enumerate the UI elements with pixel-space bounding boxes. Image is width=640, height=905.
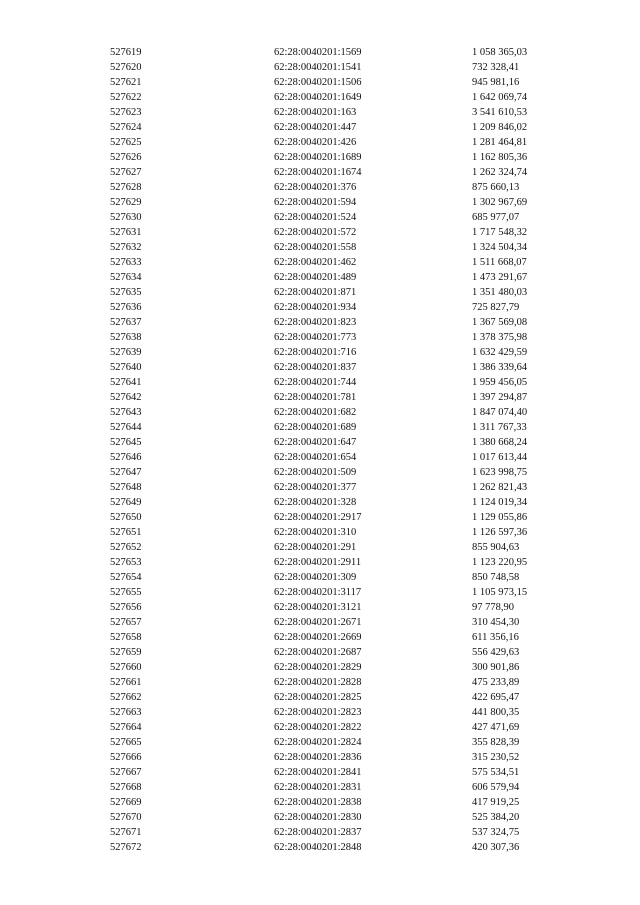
row-number: 527671 (110, 827, 142, 838)
cadastral-value: 1 124 019,34 (472, 497, 528, 508)
cadastral-number: 62:28:0040201:2823 (274, 707, 362, 718)
cadastral-value: 1 367 569,08 (472, 317, 528, 328)
row-number: 527652 (110, 542, 142, 553)
cadastral-number: 62:28:0040201:2917 (274, 512, 362, 523)
row-number: 527658 (110, 632, 142, 643)
cadastral-value: 300 901,86 (472, 662, 520, 673)
cadastral-number: 62:28:0040201:647 (274, 437, 357, 448)
cadastral-number: 62:28:0040201:2828 (274, 677, 362, 688)
row-number: 527619 (110, 47, 142, 58)
row-number: 527659 (110, 647, 142, 658)
row-number: 527669 (110, 797, 142, 808)
cadastral-number: 62:28:0040201:524 (274, 212, 357, 223)
cadastral-value: 606 579,94 (472, 782, 520, 793)
cadastral-number: 62:28:0040201:744 (274, 377, 357, 388)
row-number: 527637 (110, 317, 142, 328)
cadastral-number: 62:28:0040201:2830 (274, 812, 362, 823)
cadastral-value: 475 233,89 (472, 677, 520, 688)
cadastral-value: 850 748,58 (472, 572, 520, 583)
cadastral-number: 62:28:0040201:2687 (274, 647, 362, 658)
row-number: 527636 (110, 302, 142, 313)
row-number: 527628 (110, 182, 142, 193)
row-number: 527626 (110, 152, 142, 163)
cadastral-number: 62:28:0040201:558 (274, 242, 357, 253)
cadastral-value: 315 230,52 (472, 752, 520, 763)
cadastral-value: 1 262 324,74 (472, 167, 528, 178)
row-number: 527645 (110, 437, 142, 448)
row-number: 527665 (110, 737, 142, 748)
cadastral-value: 1 129 055,86 (472, 512, 528, 523)
row-number: 527672 (110, 842, 142, 853)
cadastral-value: 611 356,16 (472, 632, 519, 643)
row-number: 527646 (110, 452, 142, 463)
row-number: 527653 (110, 557, 142, 568)
cadastral-value: 537 324,75 (472, 827, 520, 838)
cadastral-value: 525 384,20 (472, 812, 520, 823)
row-number: 527624 (110, 122, 142, 133)
row-number: 527622 (110, 92, 142, 103)
cadastral-number: 62:28:0040201:2838 (274, 797, 362, 808)
cadastral-value: 1 281 464,81 (472, 137, 528, 148)
row-number: 527667 (110, 767, 142, 778)
cadastral-number: 62:28:0040201:310 (274, 527, 357, 538)
cadastral-value: 1 105 973,15 (472, 587, 528, 598)
cadastral-value: 3 541 610,53 (472, 107, 528, 118)
cadastral-value: 1 209 846,02 (472, 122, 528, 133)
row-number: 527620 (110, 62, 142, 73)
row-number: 527630 (110, 212, 142, 223)
row-number: 527641 (110, 377, 142, 388)
row-number: 527656 (110, 602, 142, 613)
row-number: 527649 (110, 497, 142, 508)
cadastral-value: 1 623 998,75 (472, 467, 528, 478)
cadastral-value: 1 642 069,74 (472, 92, 528, 103)
cadastral-number: 62:28:0040201:2831 (274, 782, 362, 793)
cadastral-number: 62:28:0040201:3121 (274, 602, 362, 613)
cadastral-value: 1 262 821,43 (472, 482, 528, 493)
cadastral-value: 1 511 668,07 (472, 257, 527, 268)
cadastral-value: 725 827,79 (472, 302, 520, 313)
cadastral-number: 62:28:0040201:682 (274, 407, 357, 418)
cadastral-value: 1 378 375,98 (472, 332, 528, 343)
cadastral-number: 62:28:0040201:2848 (274, 842, 362, 853)
cadastral-number: 62:28:0040201:2837 (274, 827, 362, 838)
row-number: 527654 (110, 572, 142, 583)
cadastral-number: 62:28:0040201:2829 (274, 662, 362, 673)
row-number: 527632 (110, 242, 142, 253)
cadastral-number: 62:28:0040201:572 (274, 227, 357, 238)
cadastral-number: 62:28:0040201:462 (274, 257, 357, 268)
cadastral-value: 1 324 504,34 (472, 242, 528, 253)
cadastral-value: 1 302 967,69 (472, 197, 528, 208)
row-number: 527643 (110, 407, 142, 418)
cadastral-number: 62:28:0040201:654 (274, 452, 357, 463)
cadastral-number: 62:28:0040201:2824 (274, 737, 362, 748)
cadastral-number: 62:28:0040201:3117 (274, 587, 362, 598)
cadastral-value: 1 311 767,33 (472, 422, 527, 433)
row-number: 527634 (110, 272, 142, 283)
cadastral-value: 1 386 339,64 (472, 362, 528, 373)
cadastral-number: 62:28:0040201:1569 (274, 47, 362, 58)
cadastral-number: 62:28:0040201:426 (274, 137, 357, 148)
cadastral-number: 62:28:0040201:377 (274, 482, 357, 493)
cadastral-value: 310 454,30 (472, 617, 520, 628)
cadastral-number: 62:28:0040201:1674 (274, 167, 362, 178)
cadastral-value: 1 017 613,44 (472, 452, 528, 463)
cadastral-number: 62:28:0040201:1689 (274, 152, 362, 163)
cadastral-number: 62:28:0040201:163 (274, 107, 357, 118)
row-number: 527621 (110, 77, 142, 88)
row-number: 527625 (110, 137, 142, 148)
row-number: 527663 (110, 707, 142, 718)
cadastral-value: 1 847 074,40 (472, 407, 528, 418)
row-number: 527666 (110, 752, 142, 763)
cadastral-number: 62:28:0040201:2836 (274, 752, 362, 763)
cadastral-number: 62:28:0040201:1541 (274, 62, 362, 73)
cadastral-value: 1 351 480,03 (472, 287, 528, 298)
cadastral-value: 97 778,90 (472, 602, 514, 613)
cadastral-number: 62:28:0040201:781 (274, 392, 357, 403)
cadastral-value: 1 632 429,59 (472, 347, 528, 358)
cadastral-number: 62:28:0040201:934 (274, 302, 357, 313)
cadastral-number: 62:28:0040201:2911 (274, 557, 362, 568)
cadastral-value: 1 058 365,03 (472, 47, 528, 58)
cadastral-value: 1 473 291,67 (472, 272, 528, 283)
row-number: 527623 (110, 107, 142, 118)
row-number: 527640 (110, 362, 142, 373)
cadastral-number: 62:28:0040201:2841 (274, 767, 362, 778)
cadastral-value: 1 397 294,87 (472, 392, 528, 403)
cadastral-number: 62:28:0040201:2825 (274, 692, 362, 703)
cadastral-value: 945 981,16 (472, 77, 520, 88)
cadastral-number: 62:28:0040201:689 (274, 422, 357, 433)
cadastral-number: 62:28:0040201:309 (274, 572, 357, 583)
row-number: 527650 (110, 512, 142, 523)
row-number: 527648 (110, 482, 142, 493)
row-number: 527670 (110, 812, 142, 823)
row-number: 527647 (110, 467, 142, 478)
row-number: 527629 (110, 197, 142, 208)
cadastral-value: 1 123 220,95 (472, 557, 528, 568)
row-number: 527668 (110, 782, 142, 793)
row-number: 527651 (110, 527, 142, 538)
row-number: 527642 (110, 392, 142, 403)
row-number: 527660 (110, 662, 142, 673)
row-number: 527662 (110, 692, 142, 703)
cadastral-number: 62:28:0040201:2669 (274, 632, 362, 643)
cadastral-number: 62:28:0040201:328 (274, 497, 357, 508)
cadastral-value: 1 162 805,36 (472, 152, 528, 163)
cadastral-number: 62:28:0040201:489 (274, 272, 357, 283)
cadastral-number: 62:28:0040201:1649 (274, 92, 362, 103)
cadastral-value: 685 977,07 (472, 212, 520, 223)
cadastral-number: 62:28:0040201:716 (274, 347, 357, 358)
row-number: 527635 (110, 287, 142, 298)
cadastral-value: 1 959 456,05 (472, 377, 528, 388)
cadastral-value: 1 380 668,24 (472, 437, 528, 448)
cadastral-number: 62:28:0040201:376 (274, 182, 357, 193)
cadastral-number: 62:28:0040201:2822 (274, 722, 362, 733)
cadastral-number: 62:28:0040201:594 (274, 197, 357, 208)
row-number: 527644 (110, 422, 142, 433)
cadastral-value: 575 534,51 (472, 767, 520, 778)
row-number: 527631 (110, 227, 142, 238)
cadastral-value: 355 828,39 (472, 737, 520, 748)
cadastral-number: 62:28:0040201:447 (274, 122, 357, 133)
cadastral-value: 427 471,69 (472, 722, 520, 733)
cadastral-number: 62:28:0040201:773 (274, 332, 357, 343)
row-number: 527633 (110, 257, 142, 268)
cadastral-number: 62:28:0040201:823 (274, 317, 357, 328)
cadastral-value: 441 800,35 (472, 707, 520, 718)
cadastral-value: 875 660,13 (472, 182, 520, 193)
cadastral-value: 417 919,25 (472, 797, 520, 808)
cadastral-value: 732 328,41 (472, 62, 520, 73)
cadastral-value: 420 307,36 (472, 842, 520, 853)
cadastral-number: 62:28:0040201:837 (274, 362, 357, 373)
cadastral-value: 422 695,47 (472, 692, 520, 703)
cadastral-number: 62:28:0040201:291 (274, 542, 357, 553)
cadastral-number: 62:28:0040201:2671 (274, 617, 362, 628)
row-number: 527638 (110, 332, 142, 343)
cadastral-value: 855 904,63 (472, 542, 520, 553)
row-number: 527661 (110, 677, 142, 688)
row-number: 527664 (110, 722, 142, 733)
row-number: 527657 (110, 617, 142, 628)
cadastral-number: 62:28:0040201:1506 (274, 77, 362, 88)
cadastral-value: 1 717 548,32 (472, 227, 528, 238)
row-number: 527627 (110, 167, 142, 178)
cadastral-value: 556 429,63 (472, 647, 520, 658)
cadastral-value: 1 126 597,36 (472, 527, 528, 538)
row-number: 527655 (110, 587, 142, 598)
row-number: 527639 (110, 347, 142, 358)
cadastral-number: 62:28:0040201:871 (274, 287, 357, 298)
cadastral-number: 62:28:0040201:509 (274, 467, 357, 478)
